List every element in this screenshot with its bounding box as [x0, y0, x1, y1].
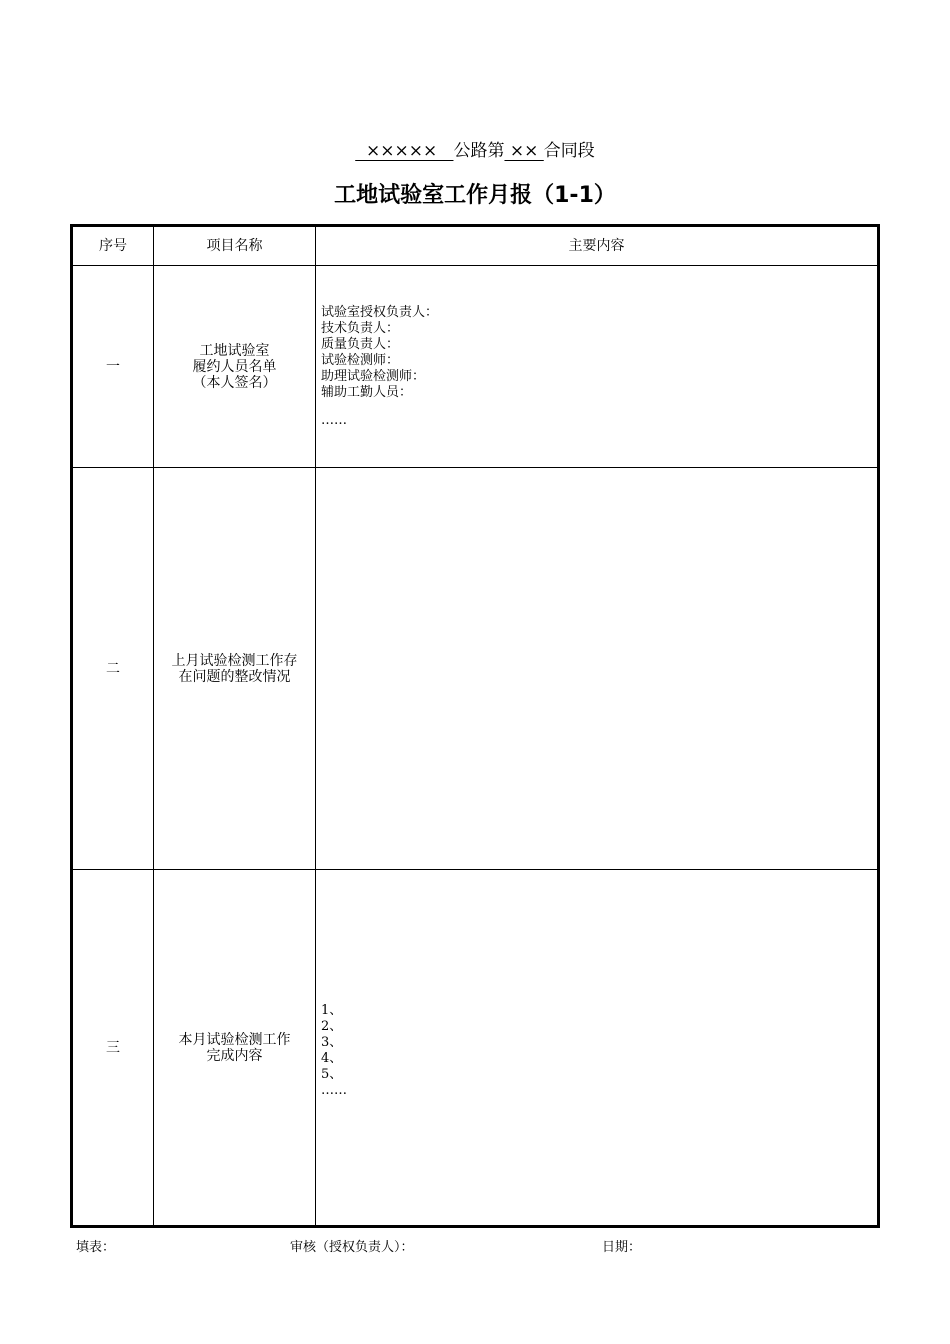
- road-name: ×××××: [355, 141, 454, 161]
- section-number: ××: [504, 141, 544, 161]
- row-content: 1、 2、 3、 4、 5、 ……: [321, 1003, 347, 1098]
- road-label: 公路第: [453, 141, 505, 161]
- row-item-name: 本月试验检测工作 完成内容: [178, 1031, 291, 1064]
- report-table: [70, 224, 880, 1228]
- column-header-index: 序号: [99, 238, 127, 254]
- column-header-content: 主要内容: [568, 238, 625, 254]
- filler-label: 填表：: [76, 1240, 116, 1255]
- row-index: 一: [106, 358, 120, 375]
- column-divider: [315, 227, 316, 1225]
- reviewer-label: 审核（授权负责人）：: [290, 1240, 414, 1255]
- row-index: 三: [106, 1039, 120, 1056]
- contract-header: [0, 136, 950, 161]
- row-index: 二: [106, 660, 120, 677]
- row-content-ellipsis: ……: [321, 413, 347, 428]
- page-title: 工地试验室工作月报（1-1）: [334, 183, 616, 208]
- section-label: 合同段: [543, 141, 595, 161]
- date-label: 日期：: [602, 1240, 642, 1255]
- row-item-name: 工地试验室 履约人员名单 （本人签名）: [192, 342, 277, 391]
- row-item-name: 上月试验检测工作存 在问题的整改情况: [171, 652, 298, 685]
- column-header-item: 项目名称: [206, 238, 263, 254]
- row-content: 试验室授权负责人： 技术负责人： 质量负责人： 试验检测师： 助理试验检测师： 辅助工勤人员：: [321, 305, 439, 400]
